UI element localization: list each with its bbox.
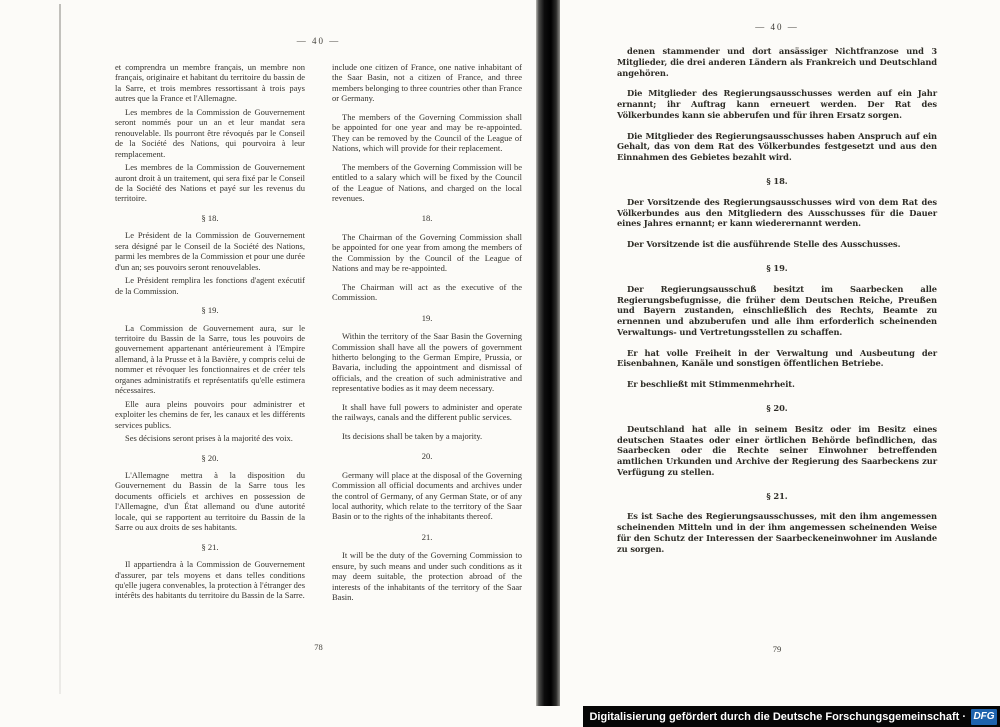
paragraph: Elle aura pleins pouvoirs pour administrer et exploiter les chemins de fer, les canaux et les différents services publics. bbox=[115, 398, 305, 430]
right-page-folio-number: 79 bbox=[772, 644, 782, 654]
english-text-column bbox=[332, 62, 522, 611]
paragraph: Within the territory of the Saar Basin the Governing Commission shall have all the powers of government hitherto belonging to the German Empire, Prussia, or Bavaria, including the appointment and dismissal of officials, and the creation of such administrative and representative bodies as it may deem necessary. bbox=[332, 331, 522, 394]
section-heading: 20. bbox=[421, 451, 433, 462]
paragraph: The Chairman of the Governing Commission shall be appointed for one year from among the members of the Commission by the Council of the League of Nations and may be re-appointed. bbox=[332, 231, 522, 274]
section-heading: § 21. bbox=[201, 541, 219, 552]
paragraph: Il appartiendra à la Commission de Gouvernement d'assurer, par tels moyens et dans telles conditions qu'elle jugera convenables, la protection à l'étranger des intérêts des habitants du territoire du Bassin de la Sarre. bbox=[115, 559, 305, 601]
paragraph: denen stammender und dort ansässiger Nichtfranzose und 3 Mitglieder, die drei anderen Ländern als Frankreich und Deutschland angehören. bbox=[617, 46, 937, 78]
paragraph: Le Président remplira les fonctions d'agent exécutif de la Commission. bbox=[115, 275, 305, 296]
paragraph: Its decisions shall be taken by a majority. bbox=[342, 430, 483, 441]
section-heading: § 18. bbox=[201, 212, 219, 223]
paragraph: Germany will place at the disposal of the Governing Commission all official documents and archives under the control of Germany, of any German State, or of any local authority, which relate to the territory of the Saar Basin or to the rights of the inhabitants thereof. bbox=[332, 469, 522, 522]
paragraph: Le Président de la Commission de Gouvernement sera désigné par le Conseil de la Société des Nations, parmi les membres de la Commission et pour une durée d'un an; ses pouvoirs seront renouvelables. bbox=[115, 230, 305, 272]
paragraph: The Chairman will act as the executive of the Commission. bbox=[332, 281, 522, 303]
book-gutter-shadow bbox=[536, 0, 560, 706]
section-heading: 18. bbox=[421, 213, 433, 224]
section-heading: § 18. bbox=[766, 176, 788, 187]
dfg-logo: DFG bbox=[971, 709, 997, 725]
paragraph: Es ist Sache des Regierungsausschusses, mit den ihm angemessen scheinenden Mitteln und in der ihm angemessen scheinenden Weise für den Schutz der Interessen der Saarbeckeneinwohner im Auslande zu sorgen. bbox=[617, 511, 937, 554]
paragraph: et comprendra un membre français, un membre non français, originaire et habitant du territoire du bassin de la Sarre, et trois membres ressortissant à trois pays autres que la France et l'Allemagne. bbox=[115, 62, 305, 104]
left-scan-page bbox=[62, 36, 538, 652]
paragraph: Les membres de la Commission de Gouvernement auront droit à un traitement, qui sera fixé par le Conseil de la Société des Nations et payé sur les revenus du territoire. bbox=[115, 162, 305, 204]
paragraph: Ses décisions seront prises à la majorité des voix. bbox=[125, 433, 293, 444]
paragraph: Deutschland hat alle in seinem Besitz oder im Besitz eines deutschen Staates oder einer örtlichen Behörde befindlichen, das Saarbecken oder die Rechte seiner Einwohner betreffenden amtlichen Urkunden und Archive der Regierung des Saarbeckens zur Verfügung zu stellen. bbox=[617, 423, 937, 477]
paragraph: The members of the Governing Commission shall be appointed for one year and may be re-appointed. They can be removed by the Council of the League of Nations, which will provide for their replacement. bbox=[332, 111, 522, 154]
german-text-column bbox=[617, 46, 937, 555]
paragraph: Der Vorsitzende des Regierungsausschusses wird von dem Rat des Völkerbundes aus den Mitgliedern des Ausschusses für die Dauer eines Jahres ernannt; er kann wiederernannt werden. bbox=[617, 196, 937, 229]
paragraph: include one citizen of France, one native inhabitant of the Saar Basin, not a citizen of France, and three members belonging to three countries other than France or Germany. bbox=[332, 62, 523, 104]
left-page-columns bbox=[62, 62, 538, 611]
paragraph: Les membres de la Commission de Gouvernement seront nommés pour un an et leur mandat sera renouvelable. Ils pourront être révoqués par le Conseil de la Société des Nations, qui pourvoira à leur remplacement. bbox=[115, 106, 305, 159]
section-heading: § 19. bbox=[766, 262, 788, 273]
digitization-credit-bar bbox=[583, 706, 1000, 727]
left-page-folio-number: 78 bbox=[314, 642, 323, 652]
right-scan-page bbox=[560, 22, 1000, 654]
paragraph: Der Vorsitzende ist die ausführende Stelle des Ausschusses. bbox=[627, 239, 901, 250]
paragraph: The members of the Governing Commission will be entitled to a salary which will be fixed by the Council of the League of Nations, and charged on the local revenues. bbox=[332, 161, 522, 203]
section-heading: § 19. bbox=[201, 305, 219, 316]
digitization-credit-text: Digitalisierung gefördert durch die Deutsche Forschungsgemeinschaft · bbox=[589, 710, 966, 723]
paragraph: Die Mitglieder des Regierungsausschusses werden auf ein Jahr ernannt; ihr Auftrag kann erneuert werden. Der Rat des Völkerbundes kann sie abberufen und für ihren Ersatz sorgen. bbox=[617, 88, 937, 120]
paragraph: It shall have full powers to administer and operate the railways, canals and the different public services. bbox=[332, 401, 522, 423]
paragraph: Er hat volle Freiheit in der Verwaltung und Ausbeutung der Eisenbahnen, Kanäle und sonstigen öffentlichen Betriebe. bbox=[617, 347, 937, 369]
paragraph: Die Mitglieder des Regierungsausschusses haben Anspruch auf ein Gehalt, das von dem Rat des Völkerbundes festgesetzt und aus den Einnahmen des Gebietes bezahlt wird. bbox=[617, 130, 937, 163]
paragraph: La Commission de Gouvernement aura, sur le territoire du Bassin de la Sarre, tous les pouvoirs de gouvernement appartenant antérieurement à l'Empire allemand, à la Prusse et à la Bavière, y compris celui de nommer et révoquer les fonctionnaires et de créer tels organes administratifs et représentatifs qu'elle estimera nécessaires. bbox=[115, 322, 305, 396]
paragraph: L'Allemagne mettra à la disposition du Gouvernement du Bassin de la Sarre tous les documents officiels et archives en possession de l'Allemagne, d'un État allemand ou d'une autorité locale, qui se rapportent au territoire du Bassin de la Sarre ou aux droits de ses habitants. bbox=[115, 469, 305, 533]
section-heading: § 20. bbox=[766, 402, 788, 413]
section-heading: § 20. bbox=[201, 452, 219, 463]
section-heading: 19. bbox=[421, 312, 433, 323]
paragraph: Er beschließt mit Stimmenmehrheit. bbox=[627, 379, 795, 390]
paragraph: It will be the duty of the Governing Commission to ensure, by such means and under such conditions as it may deem suitable, the protection abroad of the interests of the inhabitants of the territory of the Saar Basin. bbox=[332, 550, 522, 603]
french-text-column bbox=[115, 62, 305, 611]
left-page-header-number: — 40 — bbox=[296, 36, 341, 46]
section-heading: 21. bbox=[421, 531, 433, 542]
section-heading: § 21. bbox=[766, 490, 788, 501]
paragraph: Der Regierungsausschuß besitzt im Saarbecken alle Regierungsbefugnisse, die früher dem Deutschen Reiche, Preußen und Bayern zustanden, einschließlich des Rechts, Beamte zu ernennen und abzuberufen und alle ihm erforderlich scheinenden Verwaltungs- und Vertretungsstellen zu schaffen. bbox=[617, 283, 937, 337]
page-edge-shadow bbox=[59, 4, 61, 694]
right-page-header-number: — 40 — bbox=[755, 22, 799, 32]
